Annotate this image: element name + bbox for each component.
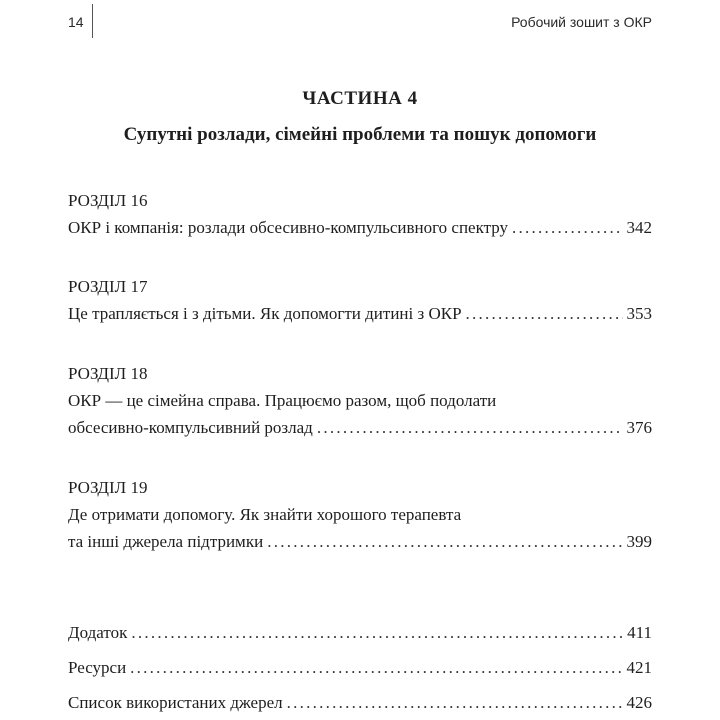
entry-title: Ресурси [68,658,127,677]
entry-title: ОКР і компанія: розлади обсесивно-компульсивного спектру [68,218,509,237]
toc-entry[interactable] [68,214,652,241]
entry-page-number: 376 [626,418,652,437]
chapter-label: РОЗДІЛ 18 [68,364,148,383]
running-title: Робочий зошит з ОКР [511,14,652,30]
dot-leader [131,615,623,650]
entry-title-line[interactable]: Де отримати допомогу. Як знайти хорошого терапевта [68,505,462,524]
toc-chapter-16 [68,188,652,241]
dot-leader [466,300,623,327]
entry-page-number: 426 [626,693,652,712]
toc-chapter-19 [68,475,652,555]
entry-title: Список використаних джерел [68,693,283,712]
toc-entry-resources[interactable] [68,650,652,685]
page-header [0,0,720,40]
entry-title-line[interactable]: ОКР — це сімейна справа. Працюємо разом, щоб подолати [68,391,497,410]
entry-page-number: 399 [626,532,652,551]
toc-chapter-18 [68,361,652,441]
entry-page-number: 353 [626,304,652,323]
part-title: ЧАСТИНА 4 [302,88,418,109]
dot-leader [512,214,622,241]
page-number: 14 [68,14,84,30]
entry-title: Додаток [68,623,128,642]
entry-page-number: 411 [627,623,652,642]
dot-leader [317,414,623,441]
part-subtitle: Супутні розлади, сімейні проблеми та пошук допомоги [123,124,597,145]
dot-leader [267,528,622,555]
header-divider [92,4,93,38]
toc-entry-references[interactable] [68,685,652,720]
entry-page-number: 421 [626,658,652,677]
entry-title: Це трапляється і з дітьми. Як допомогти дитині з ОКР [68,304,462,323]
entry-title: та інші джерела підтримки [68,532,264,551]
toc-backmatter [68,615,652,720]
toc-entry[interactable] [68,528,652,555]
toc-entry-appendix[interactable] [68,615,652,650]
dot-leader [130,650,622,685]
dot-leader [287,685,623,720]
chapter-label: РОЗДІЛ 16 [68,191,148,210]
toc-entry[interactable] [68,414,652,441]
entry-page-number: 342 [626,218,652,237]
toc-entry[interactable] [68,300,652,327]
toc-chapter-17 [68,274,652,327]
entry-title: обсесивно-компульсивний розлад [68,418,313,437]
chapter-label: РОЗДІЛ 19 [68,478,148,497]
chapter-label: РОЗДІЛ 17 [68,277,148,296]
